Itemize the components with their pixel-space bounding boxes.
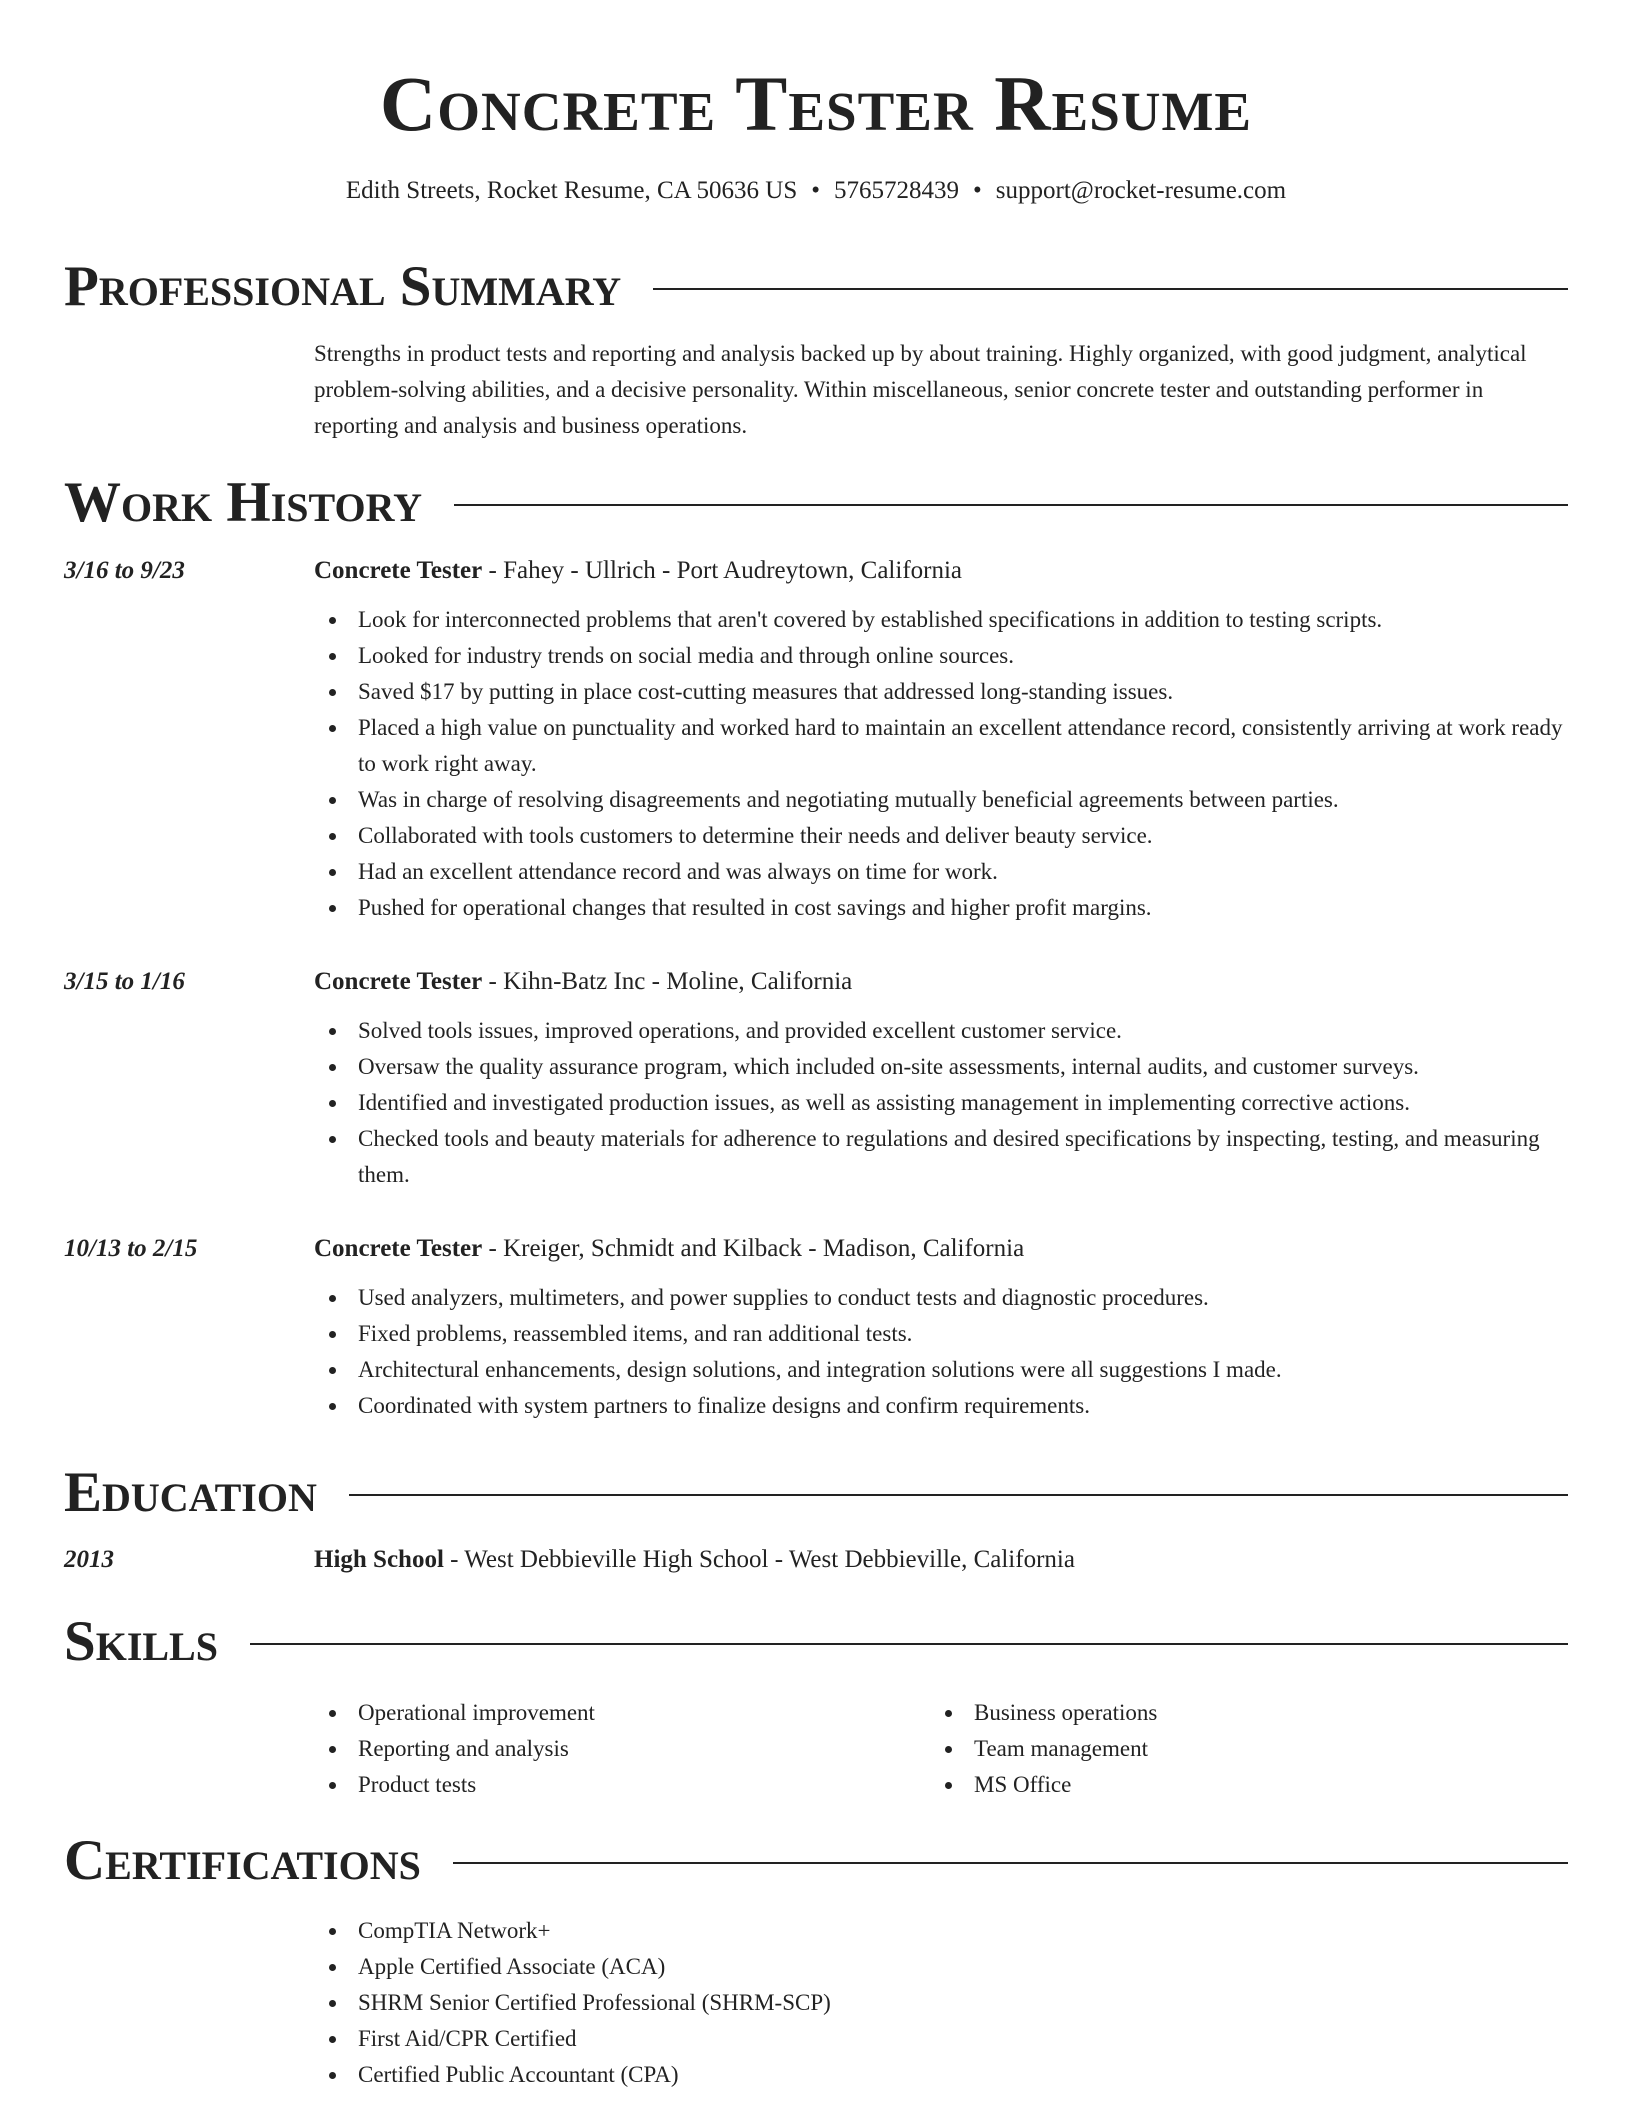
job-entry bbox=[64, 964, 1568, 1193]
skill-item: MS Office bbox=[930, 1767, 1568, 1803]
section-divider bbox=[653, 288, 1568, 290]
summary-heading: Professional Summary bbox=[64, 255, 622, 318]
job-entry bbox=[64, 1231, 1568, 1424]
job-bullet: Identified and investigated production issues, as well as assisting management in implementing corrective actions. bbox=[314, 1085, 1568, 1121]
job-title-line bbox=[314, 964, 1568, 1000]
job-details: - Kreiger, Schmidt and Kilback - Madison, California bbox=[482, 1235, 1025, 1262]
job-bullets bbox=[314, 602, 1568, 926]
job-bullet: Architectural enhancements, design solutions, and integration solutions were all suggestions I made. bbox=[314, 1352, 1568, 1388]
section-divider bbox=[453, 1862, 1568, 1864]
certification-item: Certified Public Accountant (CPA) bbox=[314, 2057, 1568, 2093]
contact-address: Edith Streets, Rocket Resume, CA 50636 US bbox=[345, 177, 798, 204]
skill-item: Business operations bbox=[930, 1695, 1568, 1731]
resume-title: Concrete Tester Resume bbox=[379, 60, 1253, 147]
section-divider bbox=[250, 1643, 1568, 1645]
job-bullet: Placed a high value on punctuality and worked hard to maintain an excellent attendance record, consistently arriving at work ready to work right away. bbox=[314, 710, 1568, 782]
education-date: 2013 bbox=[64, 1546, 114, 1573]
education-degree: High School bbox=[314, 1546, 444, 1573]
job-bullet: Saved $17 by putting in place cost-cutting measures that addressed long-standing issues. bbox=[314, 674, 1568, 710]
job-dates: 3/15 to 1/16 bbox=[64, 968, 185, 995]
certification-item: SHRM Senior Certified Professional (SHRM-SCP) bbox=[314, 1985, 1568, 2021]
contact-phone: 5765728439 bbox=[834, 177, 960, 204]
job-bullet: Used analyzers, multimeters, and power supplies to conduct tests and diagnostic procedures. bbox=[314, 1280, 1568, 1316]
education-entry bbox=[64, 1542, 1568, 1578]
certification-item: First Aid/CPR Certified bbox=[314, 2021, 1568, 2057]
certifications-section-header bbox=[64, 1829, 1568, 1893]
job-dates: 10/13 to 2/15 bbox=[64, 1235, 198, 1262]
job-bullet: Fixed problems, reassembled items, and ran additional tests. bbox=[314, 1316, 1568, 1352]
job-role: Concrete Tester bbox=[314, 968, 483, 995]
job-bullet: Had an excellent attendance record and was always on time for work. bbox=[314, 854, 1568, 890]
skills-list-right bbox=[930, 1695, 1568, 1803]
job-bullet: Solved tools issues, improved operations, and provided excellent customer service. bbox=[314, 1013, 1568, 1049]
job-bullet: Looked for industry trends on social media and through online sources. bbox=[314, 638, 1568, 674]
skills-list-left bbox=[314, 1695, 930, 1803]
contact-separator: • bbox=[973, 177, 982, 204]
job-bullet: Pushed for operational changes that resulted in cost savings and higher profit margins. bbox=[314, 890, 1568, 926]
job-bullet: Was in charge of resolving disagreements and negotiating mutually beneficial agreements between parties. bbox=[314, 782, 1568, 818]
education-section-header bbox=[64, 1461, 1568, 1525]
work-heading: Work History bbox=[64, 471, 422, 534]
job-bullets bbox=[314, 1013, 1568, 1193]
summary-text: Strengths in product tests and reporting and analysis backed up by about training. Highly organized, with good judgment, analytical problem-solving abilities, and a decisive personality. Within miscellaneous, senior concrete tester and outstanding performer in reporting and analysis and business operations. bbox=[314, 341, 1527, 438]
job-bullet: Look for interconnected problems that aren't covered by established specifications in addition to testing scripts. bbox=[314, 602, 1568, 638]
certification-item: CompTIA Network+ bbox=[314, 1913, 1568, 1949]
certification-item: Apple Certified Associate (ACA) bbox=[314, 1949, 1568, 1985]
work-section-header bbox=[64, 471, 1568, 535]
summary-section-header bbox=[64, 255, 1568, 319]
job-bullet: Checked tools and beauty materials for adherence to regulations and desired specifications by inspecting, testing, and measuring them. bbox=[314, 1121, 1568, 1193]
section-divider bbox=[349, 1494, 1568, 1496]
skill-item: Operational improvement bbox=[314, 1695, 930, 1731]
job-details: - Kihn-Batz Inc - Moline, California bbox=[482, 968, 853, 995]
contact-separator: • bbox=[811, 177, 821, 204]
job-dates: 3/16 to 9/23 bbox=[64, 557, 185, 584]
job-entry bbox=[64, 553, 1568, 926]
job-bullet: Coordinated with system partners to finalize designs and confirm requirements. bbox=[314, 1388, 1568, 1424]
section-divider bbox=[454, 504, 1568, 506]
education-heading: Education bbox=[64, 1461, 317, 1524]
job-role: Concrete Tester bbox=[314, 1235, 483, 1262]
job-title-line bbox=[314, 1231, 1568, 1267]
job-bullet: Collaborated with tools customers to determine their needs and deliver beauty service. bbox=[314, 818, 1568, 854]
contact-email: support@rocket-resume.com bbox=[995, 177, 1287, 204]
skill-item: Reporting and analysis bbox=[314, 1731, 930, 1767]
certifications-block bbox=[64, 1913, 1568, 2093]
education-line bbox=[314, 1542, 1568, 1578]
job-details: - Fahey - Ullrich - Port Audreytown, California bbox=[482, 557, 963, 584]
skills-block bbox=[64, 1695, 1568, 1803]
certifications-heading: Certifications bbox=[64, 1829, 421, 1892]
education-details: - West Debbieville High School - West Debbieville, California bbox=[443, 1546, 1075, 1573]
skills-section-header bbox=[64, 1610, 1568, 1674]
job-role: Concrete Tester bbox=[314, 557, 483, 584]
summary-block bbox=[64, 336, 1568, 444]
skills-heading: Skills bbox=[64, 1610, 218, 1673]
contact-line bbox=[0, 174, 1632, 208]
certifications-list bbox=[314, 1913, 1568, 2093]
job-title-line bbox=[314, 553, 1568, 589]
skill-item: Product tests bbox=[314, 1767, 930, 1803]
skill-item: Team management bbox=[930, 1731, 1568, 1767]
job-bullet: Oversaw the quality assurance program, which included on-site assessments, internal audits, and customer surveys. bbox=[314, 1049, 1568, 1085]
job-bullets bbox=[314, 1280, 1568, 1424]
